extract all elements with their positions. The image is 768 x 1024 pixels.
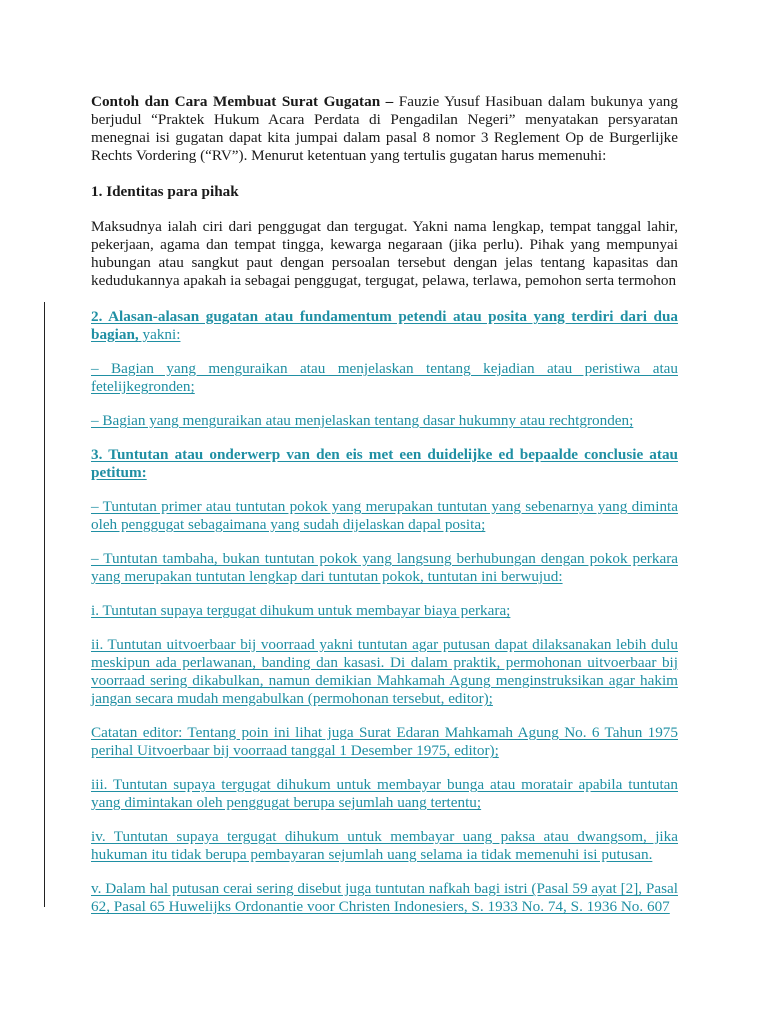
intro-paragraph bbox=[91, 93, 678, 165]
document-page bbox=[91, 93, 678, 932]
section-2-heading-bold: 2. Alasan-alasan gugatan atau fundamentum petendi atau posita yang terdiri dari dua bagian, bbox=[91, 308, 678, 343]
section-3-item-link[interactable]: – Tuntutan primer atau tuntutan pokok yang merupakan tuntutan yang sebenarnya yang diminta oleh penggugat sebagaimana yang sudah dijelaskan dapal posita; bbox=[91, 498, 678, 533]
section-3-heading-link[interactable]: 3. Tuntutan atau onderwerp van den eis met een duidelijke ed bepaalde conclusie atau petitum: bbox=[91, 446, 678, 481]
section-2-heading-rest: yakni: bbox=[138, 326, 181, 343]
section-3-item-link[interactable]: Catatan editor: Tentang poin ini lihat juga Surat Edaran Mahkamah Agung No. 6 Tahun 1975 perihal Uitvoerbaar bij voorraad tanggal 1 Desember 1975, editor); bbox=[91, 724, 678, 759]
section-3-item-link[interactable]: – Tuntutan tambaha, bukan tuntutan pokok yang langsung berhubungan dengan pokok perkara yang merupakan tuntutan lengkap dari tuntutan pokok, tuntutan ini berwujud: bbox=[91, 550, 678, 585]
intro-title: Contoh dan Cara Membuat Surat Gugatan – bbox=[91, 93, 394, 110]
section-3-item-link[interactable]: i. Tuntutan supaya tergugat dihukum untuk membayar biaya perkara; bbox=[91, 602, 511, 619]
section-1-body: Maksudnya ialah ciri dari penggugat dan tergugat. Yakni nama lengkap, tempat tanggal lahir, pekerjaan, agama dan tempat tingga, kewarga negaraan (jika perlu). Pihak yang mempunyai hubungan atau sangkut paut dengan persoalan tersebut dengan jelas tentang kapasitas dan kedudukannya apakah ia sebagai penggugat, tergugat, pelawa, terlawa, pemohon serta termohon bbox=[91, 218, 678, 289]
section-1-heading: 1. Identitas para pihak bbox=[91, 183, 239, 200]
section-2-item-link[interactable]: – Bagian yang menguraikan atau menjelaskan tentang dasar hukumny atau rechtgronden; bbox=[91, 412, 634, 429]
section-3-item-link[interactable]: v. Dalam hal putusan cerai sering disebut juga tuntutan nafkah bagi istri (Pasal 59 ayat [2], Pasal 62, Pasal 65 Huwelijks Ordonantie voor Christen Indonesiers, S. 1933 No. 74, S. 1936 No. 607 bbox=[91, 880, 678, 915]
section-2-heading-link[interactable] bbox=[91, 308, 678, 344]
intro-text: Fauzie Yusuf Hasibuan dalam bukunya yang berjudul “Praktek Hukum Acara Perdata di Pengadilan Negeri” menyatakan persyaratan menegnai isi gugatan dapat kita jumpai dalam pasal 8 nomor 3 Reglement Op de Burgerlijke Rechts Vordering (“RV”). Menurut ketentuan yang tertulis gugatan harus memenuhi: bbox=[91, 93, 678, 164]
revision-bar bbox=[44, 302, 45, 907]
section-2-item-link[interactable]: – Bagian yang menguraikan atau menjelaskan tentang kejadian atau peristiwa atau fetelijkegronden; bbox=[91, 360, 678, 395]
section-3-item-link[interactable]: iv. Tuntutan supaya tergugat dihukum untuk membayar uang paksa atau dwangsom, jika hukuman itu tidak berupa pembayaran sejumlah uang selama ia tidak memenuhi isi putusan. bbox=[91, 828, 678, 863]
section-3-item-link[interactable]: ii. Tuntutan uitvoerbaar bij voorraad yakni tuntutan agar putusan dapat dilaksanakan lebih dulu meskipun ada perlawanan, banding dan kasasi. Di dalam praktik, permohonan uitvoerbaar bij voorraad sering dikabulkan, namun demikian Mahkamah Agung menginstruksikan agar hakim jangan secara mudah mengabulkan (permohonan tersebut, editor); bbox=[91, 636, 678, 707]
section-3-item-link[interactable]: iii. Tuntutan supaya tergugat dihukum untuk membayar bunga atau moratair apabila tuntutan yang dimintakan oleh penggugat berupa sejumlah uang tertentu; bbox=[91, 776, 678, 811]
